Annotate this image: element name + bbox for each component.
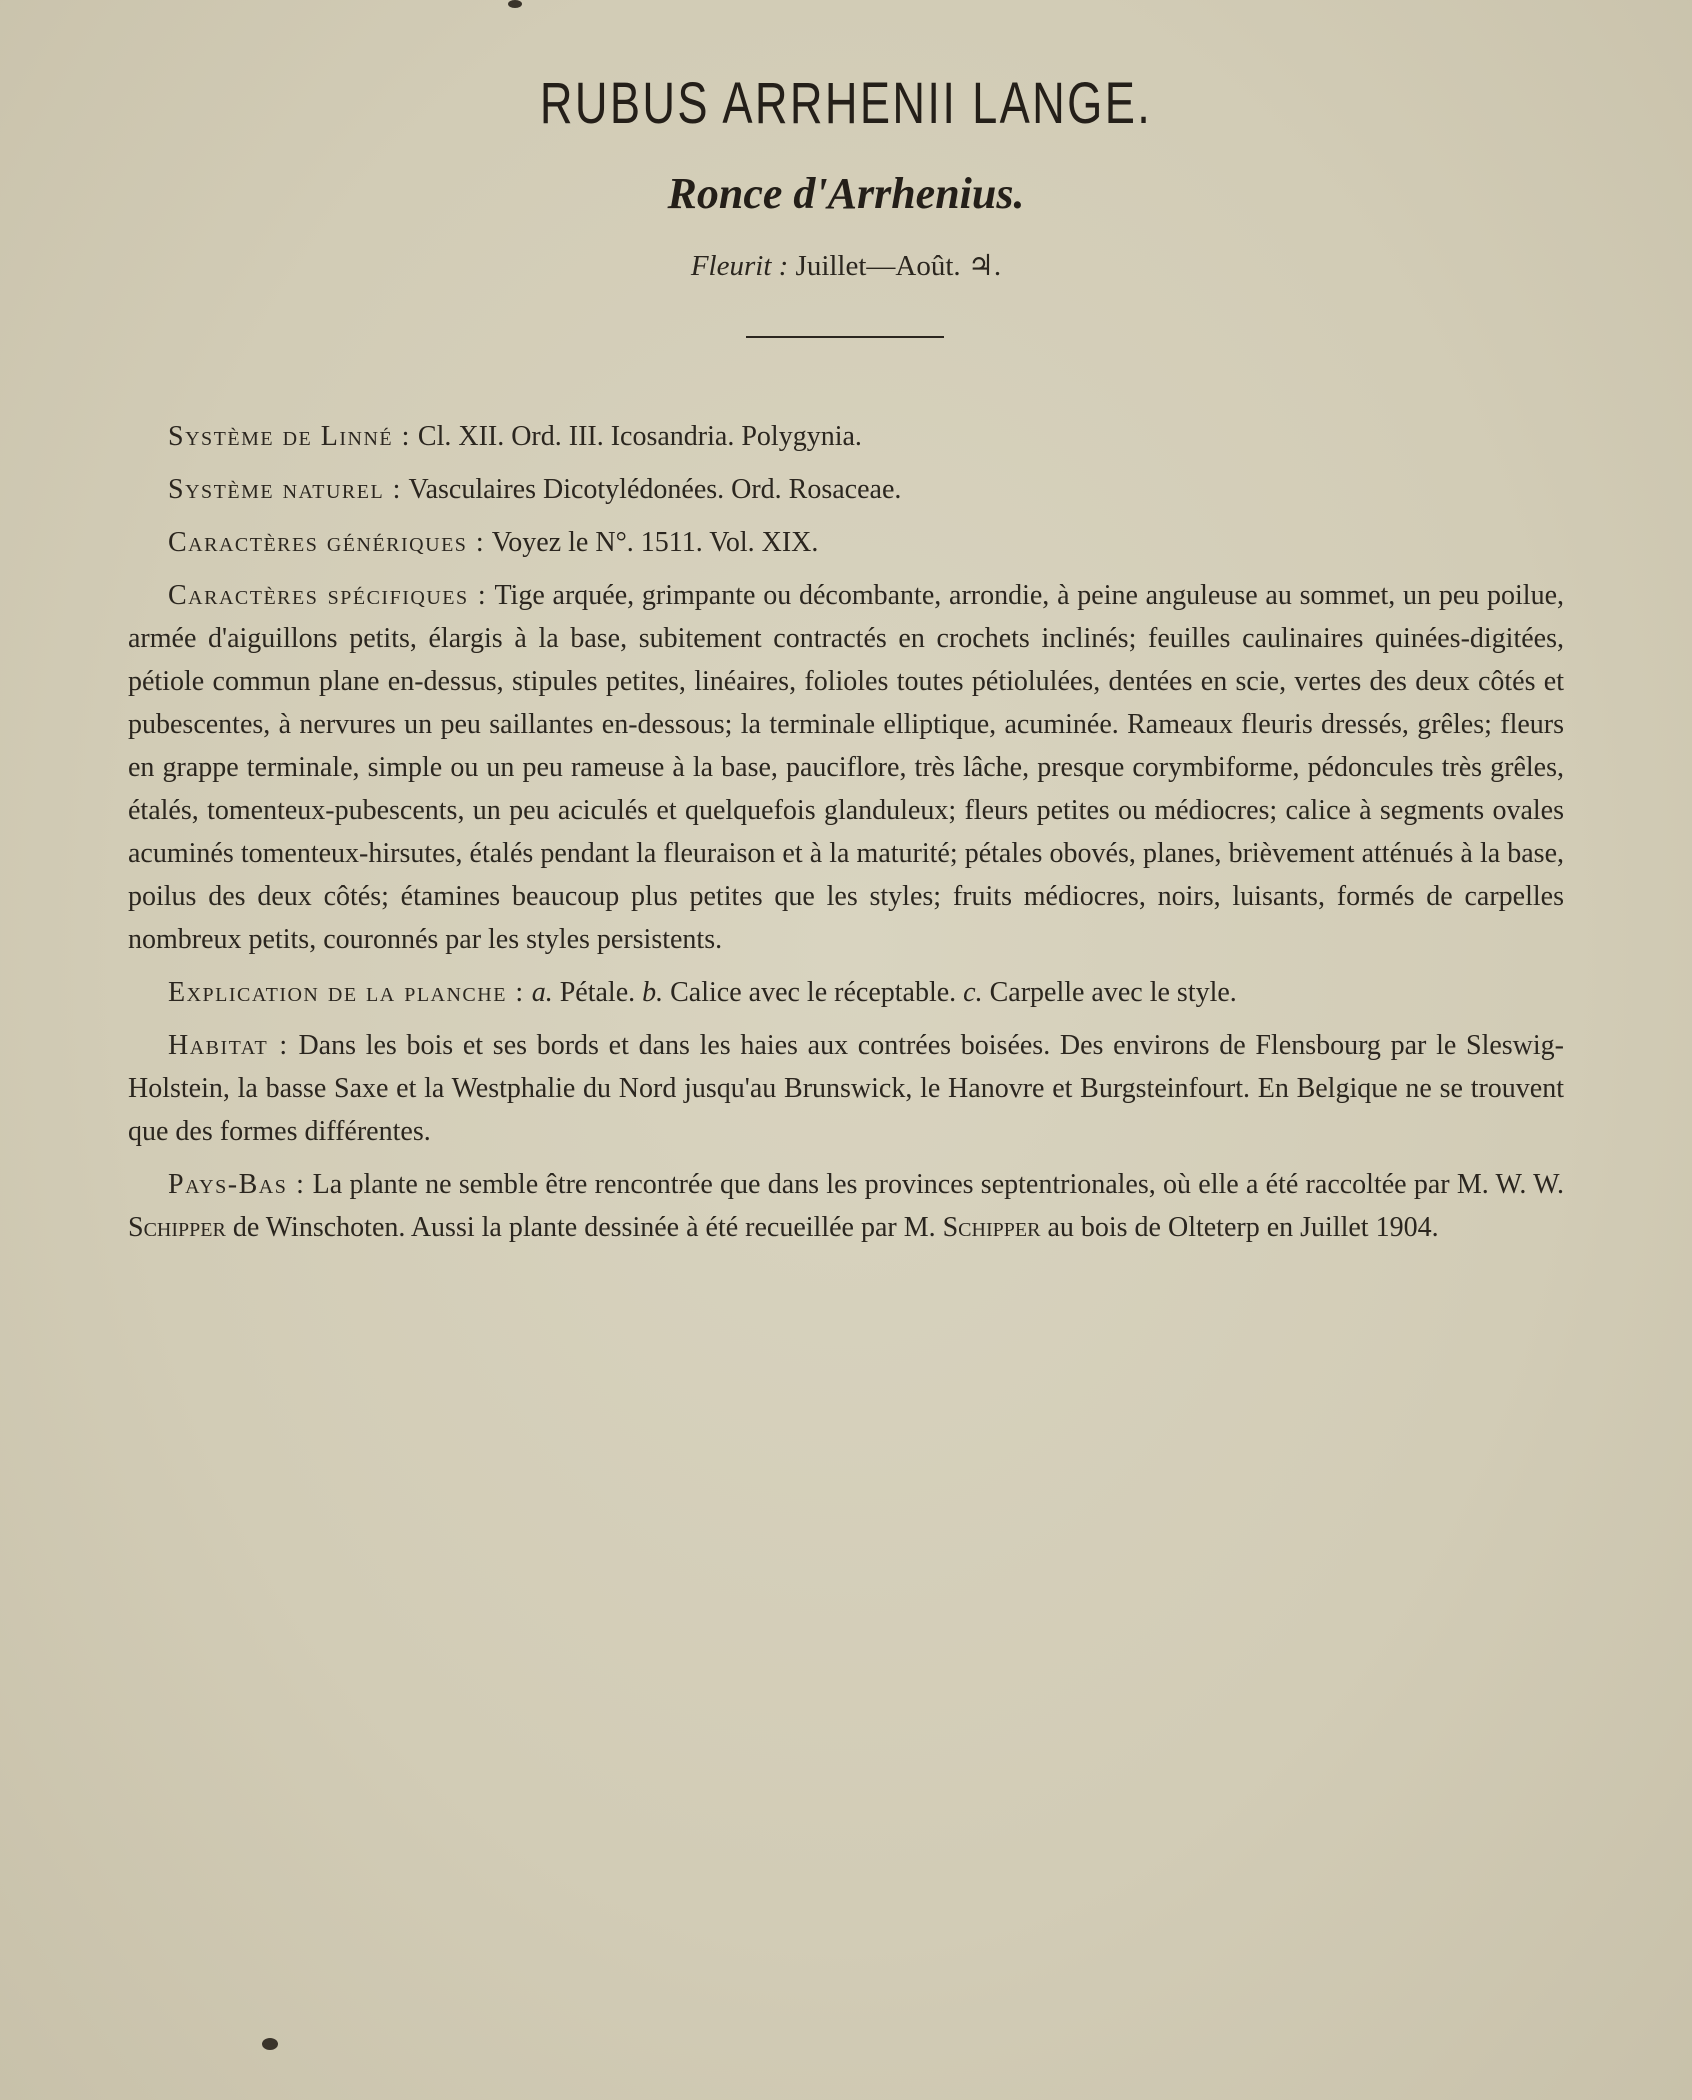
section-text: de Winschoten. Aussi la plante dessinée à été recueillée par M. (232, 1212, 936, 1243)
section-linne (128, 415, 1564, 458)
section-habitat (128, 1024, 1564, 1153)
section-label: Caractères génériques : (168, 527, 486, 558)
legend-text-c: Carpelle avec le style. (989, 977, 1237, 1008)
section-generiques (128, 521, 1564, 564)
description-body (128, 415, 1564, 1259)
section-label: Caractères spécifiques : (168, 580, 488, 611)
flowering-value: Juillet—Août. ♃. (795, 250, 1002, 282)
section-specifiques (128, 574, 1564, 961)
section-naturel (128, 468, 1564, 511)
section-text: La plante ne semble être rencontrée que dans les provinces septentrionales, où elle a été raccoltée par M. W. W. (312, 1169, 1565, 1200)
legend-text-b: Calice avec le réceptable. (670, 977, 957, 1008)
legend-letter-b: b. (642, 977, 664, 1008)
collector-name: Schipper (128, 1212, 226, 1243)
ink-speck-bottom (262, 2038, 278, 2050)
section-label: Pays-Bas : (168, 1169, 306, 1200)
section-text: Tige arquée, grimpante ou décombante, arrondie, à peine anguleuse au sommet, un peu poilue, armée d'aiguillons petits, élargis à la base, subitement contractés en crochets inclinés; feuilles caulinaires quinées-digitées, pétiole commun plane en-dessus, stipules petites, linéaires, folioles toutes pétiolulées, dentées en scie, vertes des deux côtés et pubescentes, à nervures un peu saillantes en-dessous; la terminale elliptique, acuminée. Rameaux fleuris dressés, grêles; fleurs en grappe terminale, simple ou un peu rameuse à la base, pauciflore, très lâche, presque corymbiforme, pédoncules très grêles, étalés, tomenteux-pubescents, un peu aciculés et quelquefois glanduleux; fleurs petites ou médiocres; calice à segments ovales acuminés tomenteux-hirsutes, étalés pendant la fleuraison et à la maturité; pétales obovés, planes, brièvement atténués à la base, poilus des deux côtés; étamines beaucoup plus petites que les styles; fruits médiocres, noirs, luisants, formés de carpelles nombreux petits, couronnés par les styles persistents. (128, 580, 1565, 955)
legend-letter-c: c. (963, 977, 983, 1008)
page-subtitle: Ronce d'Arrhenius. (667, 169, 1025, 218)
section-text: Vasculaires Dicotylédonées. Ord. Rosaceae. (408, 474, 902, 505)
section-text: au bois de Olteterp en Juillet 1904. (1047, 1212, 1439, 1243)
section-label: Système naturel : (168, 474, 402, 505)
flowering-label: Fleurit : (690, 250, 789, 282)
section-label: Explication de la planche : (168, 977, 525, 1008)
section-text: Dans les bois et ses bords et dans les haies aux contrées boisées. Des environs de Flensbourg par le Sleswig-Holstein, la basse Saxe et la Westphalie du Nord jusqu'au Brunswick, le Hanovre et Burgsteinfourt. En Belgique ne se trouvent que des formes différentes. (128, 1030, 1564, 1147)
divider-rule (746, 336, 944, 338)
flowering-line (0, 248, 1692, 283)
legend-text-a: Pétale. (559, 977, 636, 1008)
section-text: Cl. XII. Ord. III. Icosandria. Polygynia. (417, 421, 862, 452)
section-label: Système de Linné : (168, 421, 411, 452)
page-title: RUBUS ARRHENII LANGE. (539, 71, 1153, 136)
section-explication (128, 971, 1564, 1014)
ink-speck-top (508, 0, 522, 8)
legend-letter-a: a. (531, 977, 553, 1008)
section-text: Voyez le N°. 1511. Vol. XIX. (491, 527, 819, 558)
section-label: Habitat : (168, 1030, 289, 1061)
section-paysbas (128, 1163, 1564, 1249)
collector-name: Schipper (942, 1212, 1041, 1243)
